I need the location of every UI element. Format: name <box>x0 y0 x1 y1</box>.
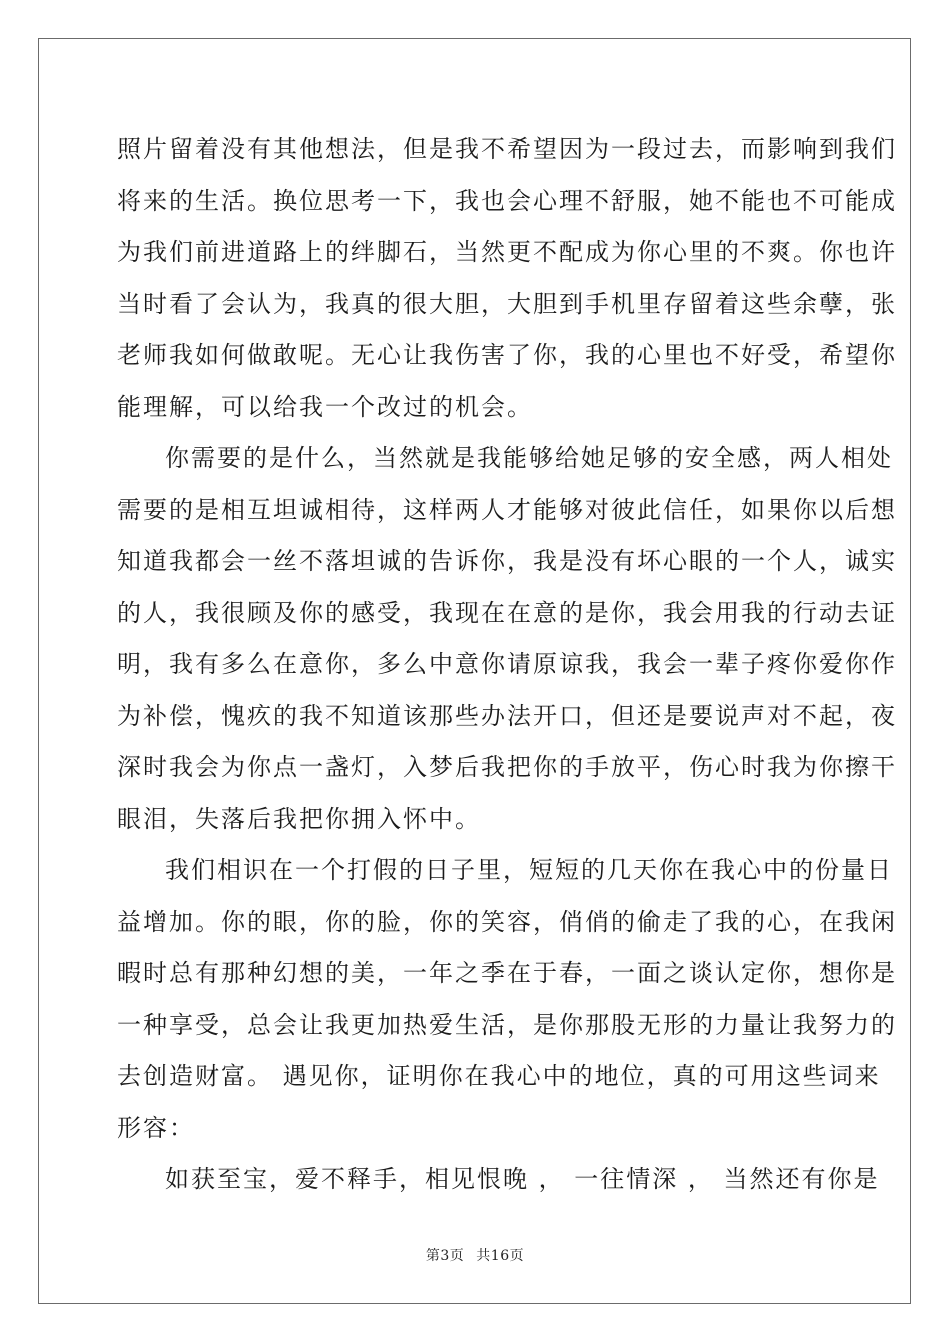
text-line-8: 需要的是相互坦诚相待，这样两人才能够对彼此信任，如果你以后想 <box>117 495 897 524</box>
text-line-17: 暇时总有那种幻想的美，一年之季在于春，一面之谈认定你，想你是 <box>117 959 897 987</box>
page-footer <box>0 1245 950 1265</box>
text-line-6: 能理解，可以给我一个改过的机会。 <box>117 392 533 421</box>
total-pages: 共16页 <box>476 1248 525 1264</box>
text-line-7: 你需要的是什么，当然就是我能够给她足够的安全感，两人相处 <box>165 444 893 472</box>
text-line-18: 一种享受，总会让我更加热爱生活，是你那股无形的力量让我努力的 <box>117 1010 897 1039</box>
text-line-2: 将来的生活。换位思考一下，我也会心理不舒服，她不能也不可能成 <box>117 186 897 215</box>
text-line-1: 照片留着没有其他想法，但是我不希望因为一段过去，而影响到我们 <box>117 135 897 163</box>
text-line-11: 明，我有多么在意你，多么中意你请原谅我，我会一辈子疼你爱你作 <box>117 650 897 678</box>
text-line-3: 为我们前进道路上的绊脚石，当然更不配成为你心里的不爽。你也许 <box>117 238 897 266</box>
text-line-9: 知道我都会一丝不落坦诚的告诉你，我是没有坏心眼的一个人，诚实 <box>117 547 897 575</box>
text-line-5: 老师我如何做敢呢。无心让我伤害了你，我的心里也不好受，希望你 <box>117 341 897 369</box>
text-line-16: 益增加。你的眼，你的脸，你的笑容，俏俏的偷走了我的心，在我闲 <box>117 907 897 936</box>
text-line-4: 当时看了会认为，我真的很大胆，大胆到手机里存留着这些余孽，张 <box>117 289 897 318</box>
text-line-13: 深时我会为你点一盏灯，入梦后我把你的手放平，伤心时我为你擦干 <box>117 753 897 781</box>
text-line-14: 眼泪，失落后我把你拥入怀中。 <box>117 804 481 833</box>
text-line-19: 去创造财富。 遇见你，证明你在我心中的地位，真的可用这些词来 <box>117 1062 881 1090</box>
text-line-20: 形容： <box>117 1113 195 1142</box>
text-line-21: 如获至宝，爱不释手，相见恨晚 ， 一往情深 ， 当然还有你是 <box>165 1165 880 1193</box>
document-body <box>117 124 897 1206</box>
page-number: 第3页 <box>425 1248 465 1264</box>
text-line-15: 我们相识在一个打假的日子里，短短的几天你在我心中的份量日 <box>165 856 893 884</box>
text-line-10: 的人，我很顾及你的感受，我现在在意的是你，我会用我的行动去证 <box>117 598 897 627</box>
text-line-12: 为补偿，愧疚的我不知道该那些办法开口，但还是要说声对不起，夜 <box>117 701 897 730</box>
